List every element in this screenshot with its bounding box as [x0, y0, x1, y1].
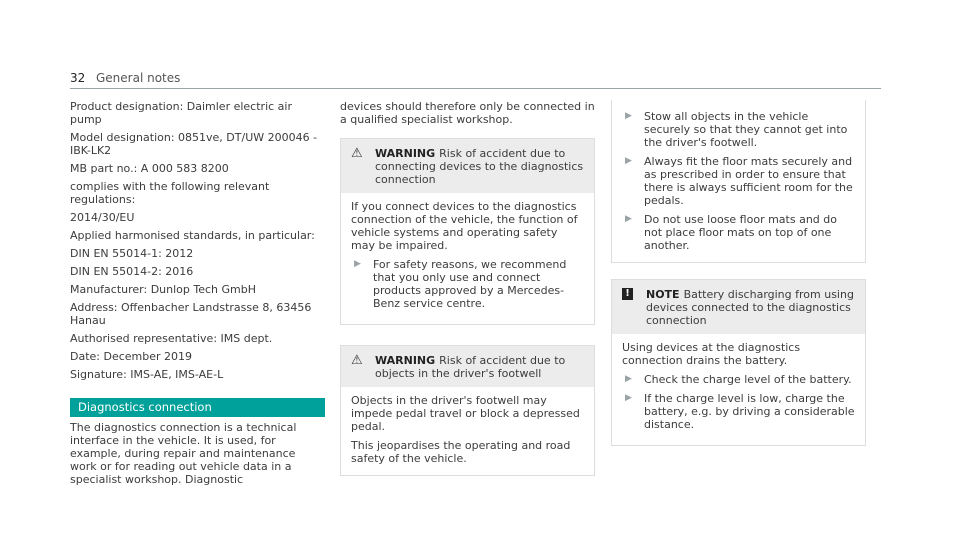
- bullet-arrow-icon: ▶: [625, 393, 632, 403]
- list-item: [351, 258, 584, 310]
- spec-line: Address: Offenbacher Landstrasse 8, 63456 Hanau: [70, 301, 312, 327]
- bullet-text: Stow all objects in the vehicle securely so that they cannot get into the driver's footwell.: [644, 110, 848, 149]
- spec-line: DIN EN 55014-2: 2016: [70, 265, 194, 278]
- list-item: [622, 213, 855, 252]
- spec-line: Model designation: 0851ve, DT/UW 200046 - IBK-LK2: [70, 131, 318, 157]
- note-header: [612, 280, 865, 334]
- spec-line: Signature: IMS-AE, IMS-AE-L: [70, 368, 224, 381]
- warning-label: WARNING: [375, 147, 436, 160]
- spec-line: complies with the following relevant regulations:: [70, 180, 270, 206]
- spec-line: Product designation: Daimler electric air pump: [70, 100, 292, 126]
- warning-text: Objects in the driver's footwell may impede pedal travel or block a depressed pedal.: [351, 394, 580, 433]
- bullet-text: If the charge level is low, charge the battery, e.g. by driving a considerable distance.: [644, 392, 855, 431]
- spec-line: Authorised representative: IMS dept.: [70, 332, 273, 345]
- warning-body: [341, 387, 594, 475]
- bullet-arrow-icon: ▶: [354, 259, 361, 269]
- spec-line: DIN EN 55014-1: 2012: [70, 247, 194, 260]
- warning-box: [340, 345, 595, 476]
- warning-box: [340, 138, 595, 325]
- bullet-text: Always fit the floor mats securely and as prescribed in order to ensure that there is always sufficient room for the pedals.: [644, 155, 853, 207]
- warning-triangle-icon: ⚠: [351, 353, 363, 368]
- section-name: General notes: [96, 71, 181, 85]
- warning-body: [341, 193, 594, 324]
- bullet-arrow-icon: ▶: [625, 214, 632, 224]
- note-exclamation-icon: !: [622, 288, 633, 300]
- list-item: [622, 155, 855, 207]
- warning-label: WARNING: [375, 354, 436, 367]
- list-item: [622, 110, 855, 149]
- bullet-arrow-icon: ▶: [625, 111, 632, 121]
- warning-title: Risk of accident due to connecting devices to the diagnostics connection: [375, 147, 584, 186]
- spec-line: MB part no.: A 000 583 8200: [70, 162, 229, 175]
- note-body: [612, 334, 865, 445]
- bullet-arrow-icon: ▶: [625, 156, 632, 166]
- spec-line: Date: December 2019: [70, 350, 193, 363]
- bullet-text: For safety reasons, we recommend that you only use and connect products approved by a Mercedes-Benz service centre.: [373, 258, 567, 310]
- page-header: [70, 72, 881, 90]
- header-rule: [70, 88, 881, 89]
- column-2: [340, 100, 595, 489]
- warning-title: Risk of accident due to objects in the driver's footwell: [375, 354, 566, 380]
- list-item: [622, 373, 855, 386]
- note-box: [611, 279, 866, 446]
- warning-text: If you connect devices to the diagnostics connection of the vehicle, the function of vehicle systems and operating safety may be impaired.: [351, 200, 578, 252]
- page-number: 32: [70, 71, 86, 85]
- spec-line: 2014/30/EU: [70, 211, 135, 224]
- intro-text: devices should therefore only be connected in a qualified specialist workshop.: [340, 100, 595, 126]
- bullet-arrow-icon: ▶: [625, 374, 632, 384]
- column-3: [611, 100, 866, 459]
- warning-header: [341, 346, 594, 387]
- spec-line: Manufacturer: Dunlop Tech GmbH: [70, 283, 257, 296]
- section-text: The diagnostics connection is a technical interface in the vehicle. It is used, for example, during repair and maintenance work or for reading out vehicle data in a specialist workshop. Diagnostic: [70, 421, 297, 486]
- note-title: Battery discharging from using devices connected to the diagnostics connection: [646, 288, 854, 327]
- section-heading: Diagnostics connection: [70, 398, 325, 417]
- spec-line: Applied harmonised standards, in particular:: [70, 229, 315, 242]
- bullet-text: Do not use loose floor mats and do not place floor mats on top of one another.: [644, 213, 837, 252]
- note-label: NOTE: [646, 288, 680, 301]
- column-1: [70, 100, 325, 491]
- bullet-text: Check the charge level of the battery.: [644, 373, 852, 386]
- warning-header: [341, 139, 594, 193]
- warning-triangle-icon: ⚠: [351, 146, 363, 161]
- warning-text: This jeopardises the operating and road safety of the vehicle.: [351, 439, 571, 465]
- list-item: [622, 392, 855, 431]
- warning-continuation-box: [611, 100, 866, 263]
- note-text: Using devices at the diagnostics connection drains the battery.: [622, 341, 801, 367]
